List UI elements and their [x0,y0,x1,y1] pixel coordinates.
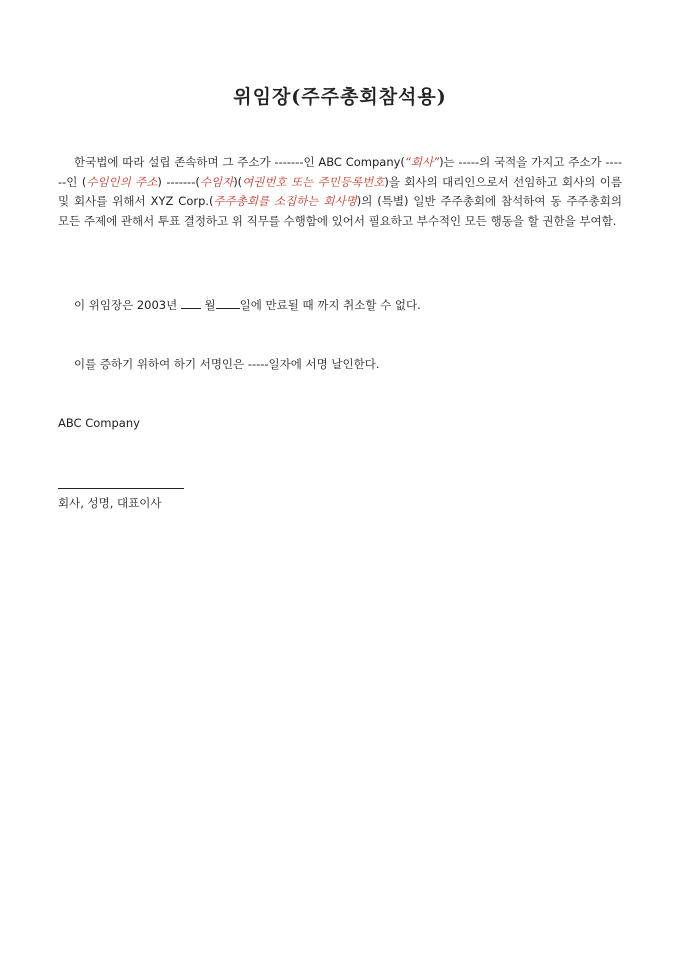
paragraph-text: 한국법에 따라 설립 존속하며 그 주소가 -------인 ABC Company( [74,155,405,169]
paragraph-text: )는 -----의 국적을 가지고 주소가 ------인 ( [58,155,622,189]
signature-line[interactable] [58,488,184,489]
id-number-placeholder: 여권번호 또는 주민등록번호 [242,174,385,189]
company-name: ABC Company [58,416,140,430]
paragraph-text: ) -------( [157,174,200,189]
company-alias-placeholder: “회사” [404,155,440,169]
document-title: 위임장(주주총회참석용) [233,86,447,108]
proxy-address-placeholder: 수임인의 주소 [86,174,158,189]
proxy-name-placeholder: 수임자 [199,174,234,189]
appointment-paragraph [58,153,622,231]
paragraph-text: 일에 만료될 때 까지 취소할 수 없다. [239,298,421,312]
convening-company-placeholder: 주주총회를 소집하는 회사명 [213,194,357,208]
paragraph-text: 월 [200,298,216,312]
signature-label: 회사, 성명, 대표이사 [58,496,162,510]
witness-paragraph: 이를 증하기 위하여 하기 서명인은 -----일자에 서명 날인한다. [74,357,380,371]
paragraph-text: 이 위임장은 2003년 [74,298,181,312]
day-blank[interactable] [216,298,240,309]
paragraph-text: )의 (특별) 일반 주주총회에 참석하여 동 주주총회의 모든 주제에 관해서 투표 결정하고 위 직무를 수행함에 있어서 필요하고 부수적인 모든 행동을 할 권한을 부여함. [58,194,622,228]
paragraph-text: )을 회사의 대리인으로서 선임하고 회사의 이름 및 회사를 위해서 XYZ Corp.( [58,174,622,208]
expiry-paragraph [58,296,622,316]
month-blank[interactable] [181,298,201,309]
paragraph-text: )( [233,174,243,189]
